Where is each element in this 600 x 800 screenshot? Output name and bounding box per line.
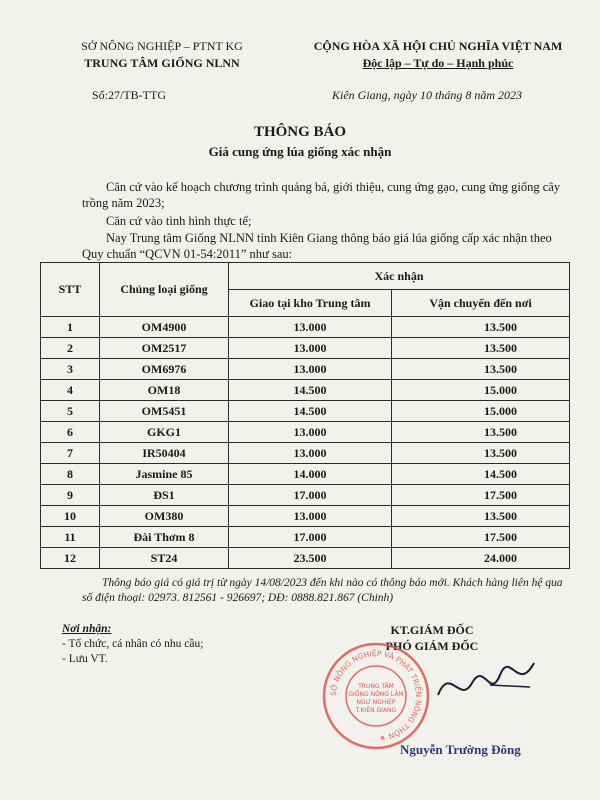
row-price-at-center: 23.500 (229, 548, 392, 569)
issuing-organization (62, 38, 262, 72)
notice-subtitle: Giá cung ứng lúa giống xác nhận (208, 144, 392, 159)
row-price-delivered: 17.500 (392, 485, 570, 506)
row-price-delivered: 15.000 (392, 401, 570, 422)
table-row (41, 401, 570, 422)
row-price-delivered: 13.500 (392, 443, 570, 464)
org-ministry: SỞ NÔNG NGHIỆP – PTNT KG (81, 39, 243, 53)
row-stt: 12 (41, 548, 100, 569)
stamp-line-2: GIỐNG NÔNG LÂM (348, 691, 404, 698)
stamp-line-4: T.KIÊN GIANG (355, 707, 397, 714)
row-price-delivered: 13.500 (392, 506, 570, 527)
row-price-at-center: 13.000 (229, 506, 392, 527)
org-center: TRUNG TÂM GIỐNG NLNN (84, 56, 240, 70)
row-variety: Jasmine 85 (100, 464, 229, 485)
row-price-delivered: 15.000 (392, 380, 570, 401)
row-stt: 11 (41, 527, 100, 548)
row-variety: IR50404 (100, 443, 229, 464)
row-variety: OM6976 (100, 359, 229, 380)
row-stt: 4 (41, 380, 100, 401)
stamp-line-3: NGƯ NGHIỆP (356, 699, 396, 706)
paragraph-announcement: Nay Trung tâm Giống NLNN tỉnh Kiên Giang thông báo giá lúa giống cấp xác nhận theo Quy chuẩn “QCVN 01-54:2011” như sau: (82, 231, 552, 261)
row-price-at-center: 17.000 (229, 527, 392, 548)
row-variety: ĐS1 (100, 485, 229, 506)
row-variety: OM5451 (100, 401, 229, 422)
table-row (41, 317, 570, 338)
row-stt: 10 (41, 506, 100, 527)
table-row (41, 443, 570, 464)
national-motto: Độc lập – Tự do – Hạnh phúc (362, 56, 514, 70)
table-row (41, 338, 570, 359)
notice-title: THÔNG BÁO (253, 124, 347, 140)
row-stt: 2 (41, 338, 100, 359)
row-stt: 7 (41, 443, 100, 464)
table-row (41, 380, 570, 401)
recipient-item: - Tổ chức, cá nhân có nhu cầu; (62, 638, 204, 650)
row-price-at-center: 14.000 (229, 464, 392, 485)
price-table (40, 262, 570, 569)
handwritten-signature (430, 655, 540, 715)
table-row (41, 422, 570, 443)
header-certified-group: Xác nhận (229, 263, 570, 290)
row-price-delivered: 24.000 (392, 548, 570, 569)
row-price-at-center: 13.000 (229, 359, 392, 380)
row-variety: GKG1 (100, 422, 229, 443)
row-stt: 8 (41, 464, 100, 485)
stamp-line-1: TRUNG TÂM (358, 683, 394, 690)
header-stt: STT (41, 263, 100, 317)
recipients-block (62, 622, 203, 667)
row-variety: ST24 (100, 548, 229, 569)
row-variety: OM4900 (100, 317, 229, 338)
row-price-at-center: 13.000 (229, 443, 392, 464)
paragraph-basis-plan: Căn cứ vào kế hoạch chương trình quảng bá, giới thiệu, cung ứng gạo, cung ứng giống cây trồng năm 2023; (82, 180, 561, 210)
row-price-delivered: 13.500 (392, 422, 570, 443)
row-price-at-center: 13.000 (229, 338, 392, 359)
official-stamp (320, 640, 432, 752)
table-row (41, 527, 570, 548)
signer-title-1: KT.GIÁM ĐỐC (390, 623, 474, 637)
validity-note: Thông báo giá có giá trị từ ngày 14/08/2023 đến khi nào có thông báo mới. Khách hàng liên hệ qua số điện thoại: 02973. 812561 - 926697; DĐ: 0888.821.867 (Chinh) (82, 577, 563, 604)
paragraph-basis-situation: Căn cứ vào tình hình thực tế; (106, 214, 252, 228)
row-stt: 3 (41, 359, 100, 380)
row-price-delivered: 13.500 (392, 338, 570, 359)
signer-title-2: PHÓ GIÁM ĐỐC (385, 639, 479, 653)
row-variety: Đài Thơm 8 (100, 527, 229, 548)
table-row (41, 464, 570, 485)
row-variety: OM380 (100, 506, 229, 527)
row-price-delivered: 14.500 (392, 464, 570, 485)
header-delivered: Vận chuyển đến nơi (392, 290, 570, 317)
row-price-at-center: 14.500 (229, 401, 392, 422)
recipient-item: - Lưu VT. (62, 653, 108, 665)
document-date: Kiên Giang, ngày 10 tháng 8 năm 2023 (332, 88, 522, 102)
nation-name: CỘNG HÒA XÃ HỘI CHỦ NGHĨA VIỆT NAM (313, 39, 563, 53)
row-stt: 5 (41, 401, 100, 422)
row-variety: OM2517 (100, 338, 229, 359)
row-price-delivered: 13.500 (392, 317, 570, 338)
row-price-at-center: 13.000 (229, 422, 392, 443)
row-price-delivered: 13.500 (392, 359, 570, 380)
table-row (41, 506, 570, 527)
row-variety: OM18 (100, 380, 229, 401)
header-at-center: Giao tại kho Trung tâm (229, 290, 392, 317)
signer-name: Nguyễn Trường Đông (400, 742, 521, 757)
row-stt: 6 (41, 422, 100, 443)
recipients-label: Nơi nhận: (62, 623, 112, 635)
row-price-at-center: 17.000 (229, 485, 392, 506)
row-price-at-center: 13.000 (229, 317, 392, 338)
table-row (41, 359, 570, 380)
row-price-delivered: 17.500 (392, 527, 570, 548)
row-stt: 1 (41, 317, 100, 338)
svg-text:SỞ NÔNG NGHIỆP VÀ PHÁT TRIỂN N: SỞ NÔNG NGHIỆP VÀ PHÁT TRIỂN NÔNG THÔN ★ (328, 648, 424, 743)
header-variety: Chủng loại giống (100, 263, 229, 317)
row-stt: 9 (41, 485, 100, 506)
document-number: Số:27/TB-TTG (92, 88, 166, 102)
table-row (41, 548, 570, 569)
national-heading (298, 38, 578, 72)
row-price-at-center: 14.500 (229, 380, 392, 401)
table-row (41, 485, 570, 506)
